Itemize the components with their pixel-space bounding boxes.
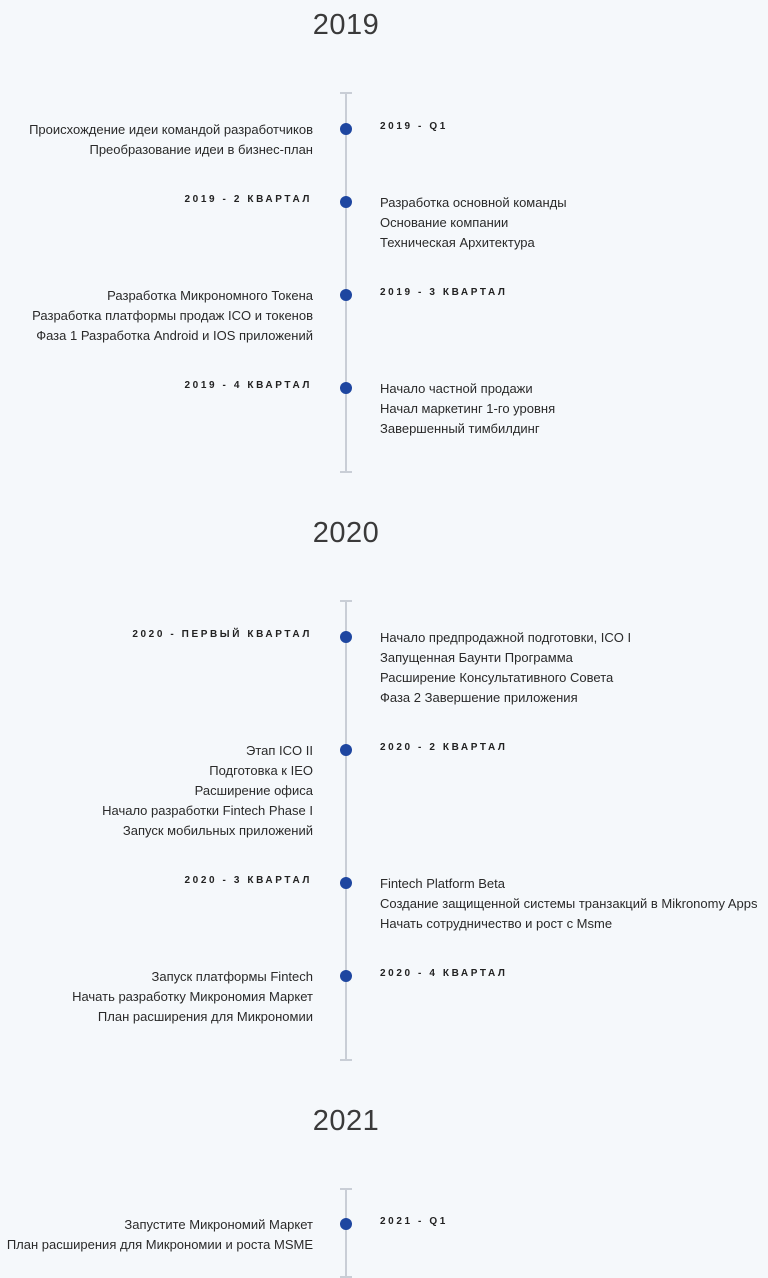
- timeline-dot: [340, 382, 352, 394]
- milestone-item: Происхождение идеи командой разработчиков: [29, 122, 313, 137]
- milestone-list: [29, 120, 313, 160]
- quarter-label: 2019 - Q1: [380, 121, 448, 132]
- milestone-item: Начал маркетинг 1-го уровня: [380, 401, 556, 416]
- timeline-dot: [340, 1218, 352, 1230]
- milestone-item: Разработка платформы продаж ICO и токенов: [32, 308, 313, 323]
- quarter-label: 2019 - 4 КВАРТАЛ: [184, 380, 312, 391]
- milestone-item: Техническая Архитектура: [380, 235, 535, 250]
- timeline-dot: [340, 123, 352, 135]
- quarter-label: 2020 - 3 КВАРТАЛ: [184, 875, 312, 886]
- milestone-item: Начало предпродажной подготовки, ICO I: [380, 630, 632, 645]
- year-heading-2019: 2019: [312, 9, 380, 41]
- year-heading-2020: 2020: [312, 517, 380, 549]
- quarter-label: 2019 - 3 КВАРТАЛ: [380, 287, 508, 298]
- milestone-item: Начало частной продажи: [380, 381, 533, 396]
- milestone-list: [32, 286, 313, 346]
- milestone-item: Этап ICO II: [246, 743, 313, 758]
- milestone-item: Начало разработки Fintech Phase I: [102, 803, 313, 818]
- milestone-item: Fintech Platform Beta: [380, 876, 505, 891]
- milestone-list: [7, 1215, 313, 1255]
- timeline-dot: [340, 970, 352, 982]
- milestone-item: План расширения для Микрономии: [97, 1009, 313, 1024]
- milestone-item: План расширения для Микрономии и роста MSME: [6, 1237, 313, 1252]
- milestone-item: Запущенная Баунти Программа: [380, 650, 573, 665]
- milestone-item: Запуск мобильных приложений: [122, 823, 313, 838]
- timeline-line-2019: [345, 92, 347, 473]
- milestone-list: [380, 193, 567, 253]
- quarter-label: 2021 - Q1: [380, 1216, 448, 1227]
- milestone-item: Создание защищенной системы транзакций в Mikronomy Apps: [380, 896, 758, 911]
- quarter-label: 2020 - 4 КВАРТАЛ: [380, 968, 508, 979]
- timeline-dot: [340, 744, 352, 756]
- milestone-list: [72, 967, 313, 1027]
- milestone-item: Начать разработку Микрономия Маркет: [72, 989, 313, 1004]
- year-heading-2021: 2021: [312, 1105, 380, 1137]
- milestone-item: Фаза 1 Разработка Android и IOS приложений: [36, 328, 313, 343]
- milestone-item: Подготовка к IEO: [209, 763, 313, 778]
- milestone-item: Разработка Микрономного Токена: [107, 288, 313, 303]
- timeline-line-2020: [345, 600, 347, 1061]
- milestone-item: Основание компании: [380, 215, 509, 230]
- milestone-item: Завершенный тимбилдинг: [380, 421, 540, 436]
- timeline-dot: [340, 631, 352, 643]
- milestone-item: Запустите Микрономий Маркет: [124, 1217, 313, 1232]
- milestone-list: [380, 379, 555, 439]
- milestone-item: Расширение Консультативного Совета: [380, 670, 614, 685]
- milestone-list: [102, 741, 313, 841]
- quarter-label: 2019 - 2 КВАРТАЛ: [184, 194, 312, 205]
- milestone-item: Преобразование идеи в бизнес-план: [89, 142, 313, 157]
- milestone-list: [380, 628, 631, 708]
- milestone-item: Разработка основной команды: [380, 195, 567, 210]
- quarter-label: 2020 - ПЕРВЫЙ КВАРТАЛ: [132, 629, 312, 640]
- milestone-item: Фаза 2 Завершение приложения: [380, 690, 578, 705]
- timeline-line-2021: [345, 1188, 347, 1278]
- milestone-item: Запуск платформы Fintech: [151, 969, 313, 984]
- timeline-dot: [340, 196, 352, 208]
- milestone-item: Начать сотрудничество и рост с Msme: [380, 916, 613, 931]
- milestone-item: Расширение офиса: [194, 783, 313, 798]
- timeline-dot: [340, 877, 352, 889]
- milestone-list: [380, 874, 758, 934]
- timeline-dot: [340, 289, 352, 301]
- quarter-label: 2020 - 2 КВАРТАЛ: [380, 742, 508, 753]
